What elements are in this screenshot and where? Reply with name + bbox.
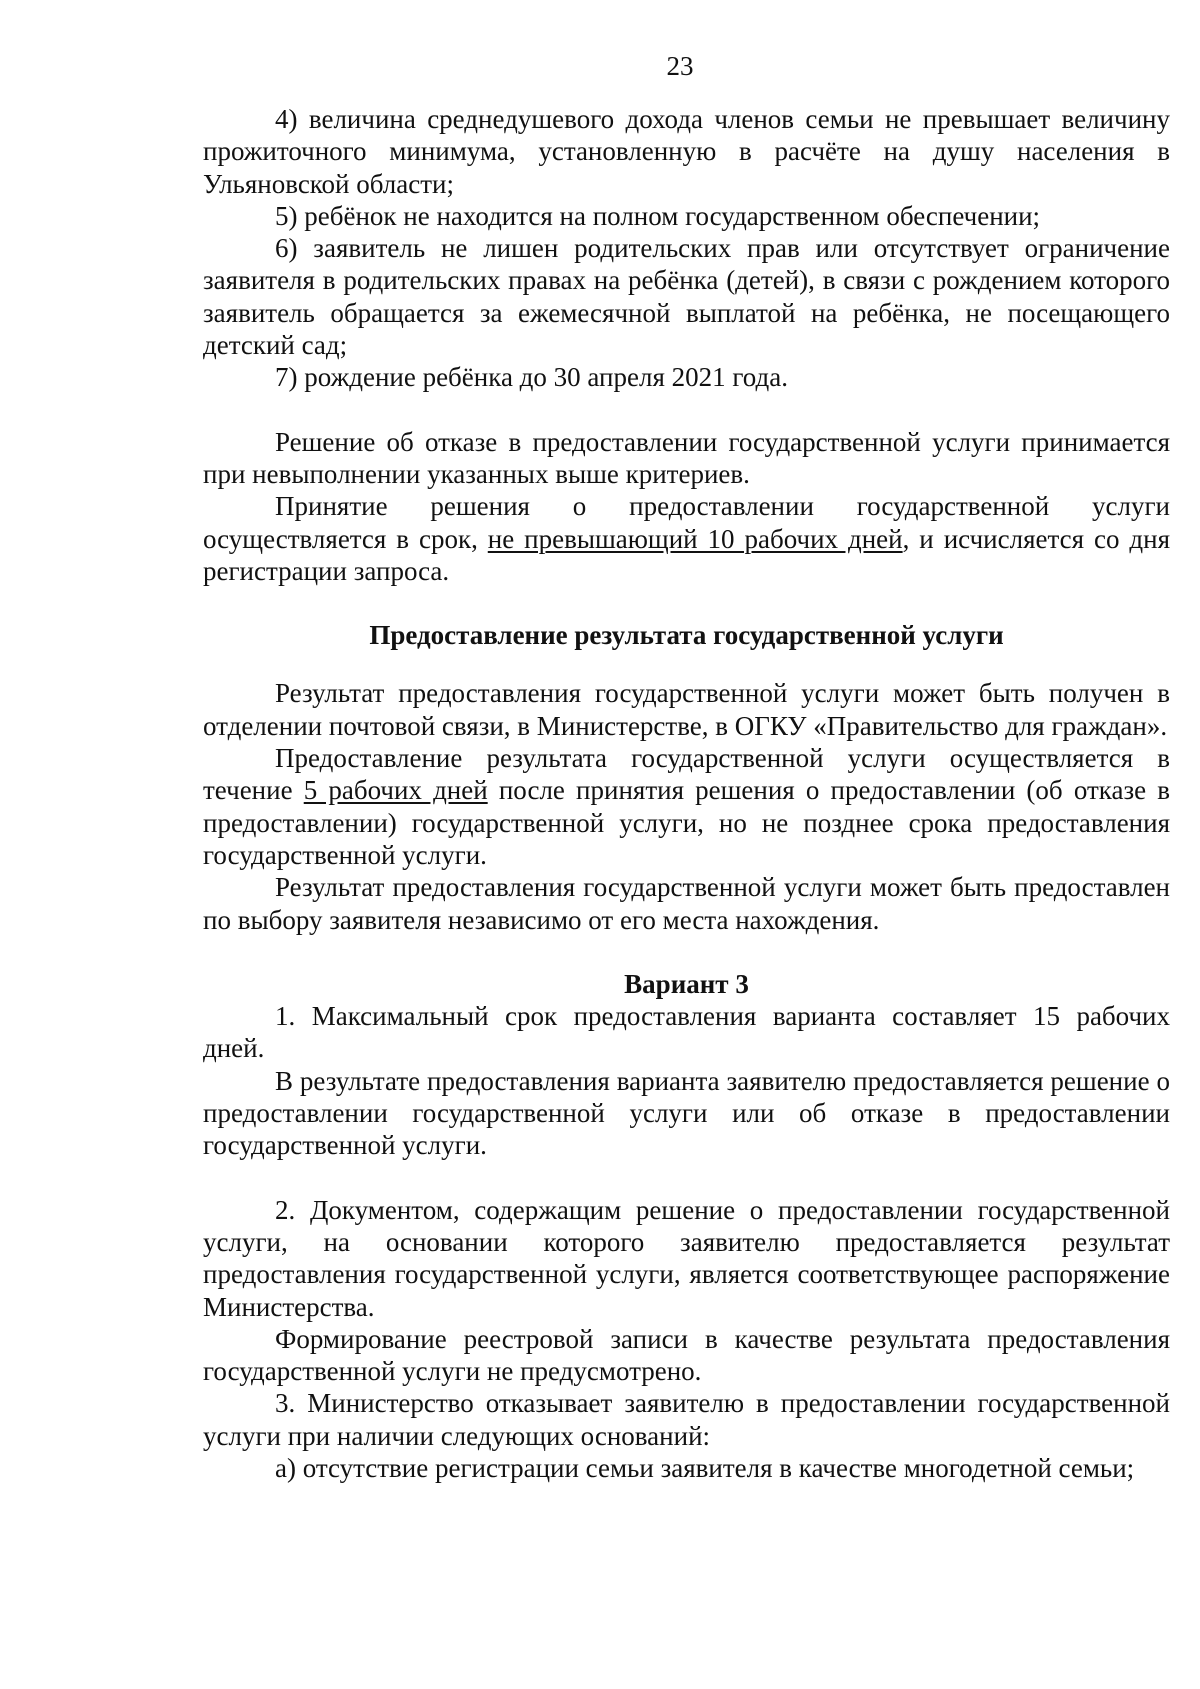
criteria-item-5: 5) ребёнок не находится на полном государственном обеспечении; [275, 200, 1041, 231]
variant3-paragraph-5: 3. Министерство отказывает заявителю в предоставлении государственной услуги при наличии следующих оснований: [203, 1388, 1170, 1451]
criteria-item-6: 6) заявитель не лишен родительских прав или отсутствует ограничение заявителя в родительских правах на ребёнка (детей), в связи с рождением которого заявитель обращается за ежемесячной выплатой на ребёнка, не посещающего детский сад; [203, 233, 1170, 361]
document-body [203, 103, 1170, 1484]
result-term-text-end: после принятия решения о предоставлении (об отказе в предоставлении) государственной услуги, но не позднее срока предоставления государственной услуги. [203, 775, 1170, 870]
variant3-paragraph-6: а) отсутствие регистрации семьи заявителя в качестве многодетной семьи; [275, 1452, 1135, 1483]
criteria-item-7: 7) рождение ребёнка до 30 апреля 2021 года. [275, 362, 788, 393]
decision-term-text-end: , и исчисляется со дня регистрации запроса. [203, 523, 1170, 586]
variant3-paragraph-2: В результате предоставления варианта заявителю предоставляется решение о предоставлении государственной услуги или об отказе в предоставлении государственной услуги. [203, 1065, 1170, 1161]
result-paragraph-2 [203, 742, 1170, 871]
refusal-paragraph: Решение об отказе в предоставлении государственной услуги принимается при невыполнении указанных выше критериев. [203, 426, 1170, 489]
decision-term-paragraph [203, 490, 1170, 587]
section-heading-variant-3: Вариант 3 [624, 968, 749, 999]
variant3-paragraph-3: 2. Документом, содержащим решение о предоставлении государственной услуги, на основании которого заявителю предоставляется результат предоставления государственной услуги, является соответствующее распоряжение Министерства. [203, 1194, 1170, 1322]
spacer [203, 936, 1170, 968]
page-number: 23 [666, 51, 694, 81]
section-heading-result: Предоставление результата государственной услуги [369, 620, 1004, 651]
result-term-underlined: 5 рабочих дней [303, 775, 488, 806]
variant3-paragraph-1: 1. Максимальный срок предоставления варианта составляет 15 рабочих дней. [203, 1001, 1170, 1064]
result-term-text-start: Предоставление результата государственной услуги осуществляется в течение [203, 743, 1170, 806]
decision-term-underlined: не превышающий 10 рабочих дней [487, 523, 903, 554]
spacer [203, 1162, 1170, 1194]
spacer [203, 394, 1170, 426]
spacer [203, 587, 1170, 619]
criteria-item-4: 4) величина среднедушевого дохода членов семьи не превышает величину прожиточного минимума, установленную в расчёте на душу населения в Ульяновской области; [203, 104, 1170, 199]
spacer [203, 651, 1170, 677]
decision-term-text-start: Принятие решения о предоставлении государственной услуги осуществляется в срок, [203, 491, 1170, 554]
result-paragraph-1: Результат предоставления государственной услуги может быть получен в отделении почтовой связи, в Министерстве, в ОГКУ «Правительство для граждан». [203, 678, 1170, 741]
result-paragraph-3: Результат предоставления государственной услуги может быть предоставлен по выбору заявителя независимо от его места нахождения. [203, 872, 1170, 935]
variant3-paragraph-4: Формирование реестровой записи в качестве результата предоставления государственной услуги не предусмотрено. [203, 1323, 1170, 1387]
